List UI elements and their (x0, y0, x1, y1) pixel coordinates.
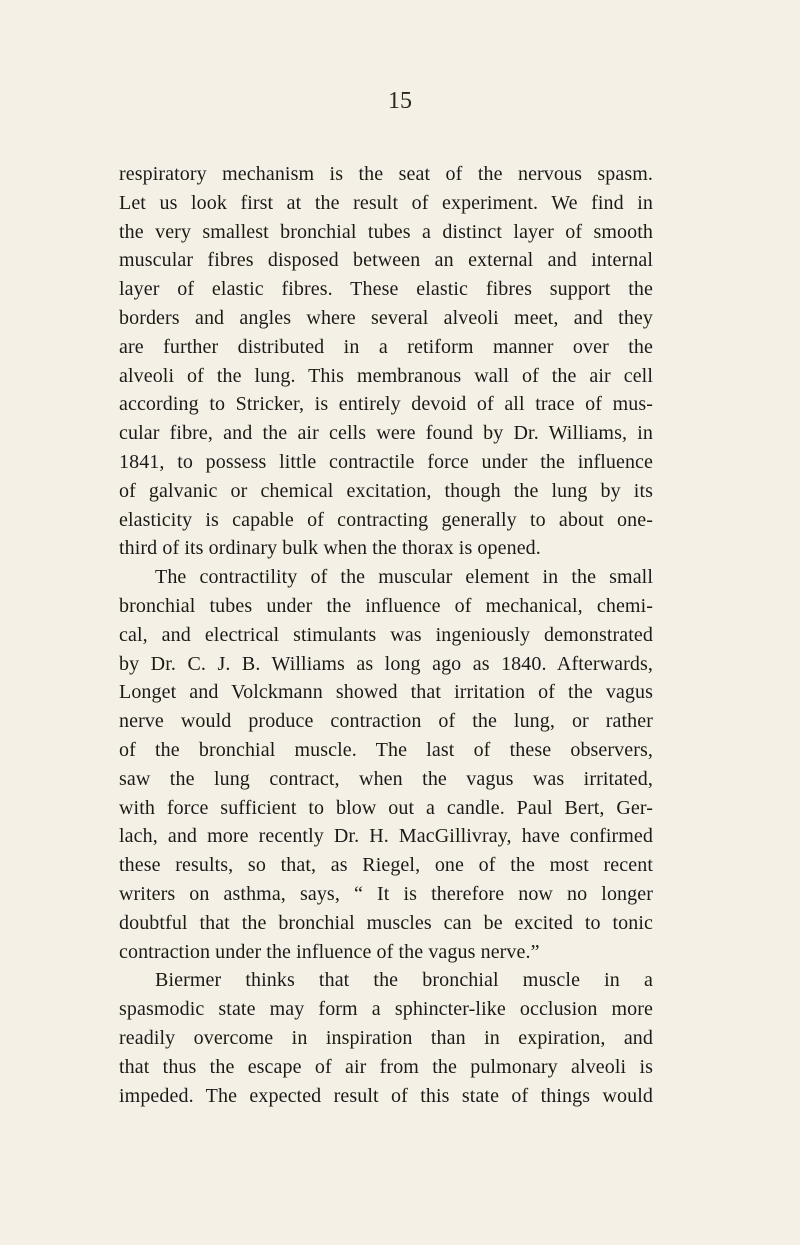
text-line: of the bronchial muscle. The last of these observers, (119, 738, 653, 761)
text-line: nerve would produce contraction of the lung, or rather (119, 710, 653, 733)
text-line: doubtful that the bronchial muscles can be excited to tonic (119, 911, 653, 934)
body-text (119, 160, 653, 1110)
text-line: Let us look first at the result of experiment. We find in (119, 191, 653, 214)
text-line: 1841, to possess little contractile force under the influence (119, 450, 653, 473)
text-line: Longet and Volckmann showed that irritation of the vagus (119, 681, 653, 704)
page-number: 15 (388, 88, 412, 114)
text-line: cal, and electrical stimulants was ingeniously demonstrated (119, 623, 653, 646)
text-line: that thus the escape of air from the pulmonary alveoli is (119, 1055, 653, 1078)
text-line: readily overcome in inspiration than in expiration, and (119, 1026, 653, 1049)
paragraph-start-line: Biermer thinks that the bronchial muscle in a (155, 969, 653, 992)
text-line: bronchial tubes under the influence of mechanical, chemi- (119, 594, 653, 617)
text-line: of galvanic or chemical excitation, though the lung by its (119, 479, 653, 502)
text-line: contraction under the influence of the vagus nerve.” (119, 940, 540, 963)
text-line: cular fibre, and the air cells were found by Dr. Williams, in (119, 422, 653, 445)
text-line: respiratory mechanism is the seat of the nervous spasm. (119, 163, 653, 185)
text-line: saw the lung contract, when the vagus was irritated, (119, 767, 653, 790)
text-line: these results, so that, as Riegel, one of the most recent (119, 854, 653, 877)
text-line: alveoli of the lung. This membranous wall of the air cell (119, 364, 653, 387)
text-line: writers on asthma, says, “ It is therefore now no longer (119, 882, 653, 905)
text-line: according to Stricker, is entirely devoid of all trace of mus- (119, 393, 653, 416)
text-line: layer of elastic fibres. These elastic fibres support the (119, 278, 653, 301)
text-line: lach, and more recently Dr. H. MacGillivray, have confirmed (119, 825, 653, 848)
text-line: muscular fibres disposed between an external and internal (119, 249, 653, 272)
text-line: spasmodic state may form a sphincter-like occlusion more (119, 998, 653, 1021)
text-line: elasticity is capable of contracting generally to about one- (119, 508, 653, 531)
text-line: third of its ordinary bulk when the thorax is opened. (119, 537, 541, 560)
paragraph-start-line: The contractility of the muscular element in the small (155, 566, 653, 589)
text-line: are further distributed in a retiform manner over the (119, 335, 653, 358)
text-line: the very smallest bronchial tubes a distinct layer of smooth (119, 220, 653, 243)
text-line: with force sufficient to blow out a candle. Paul Bert, Ger- (119, 796, 653, 819)
text-line: impeded. The expected result of this state of things would (119, 1084, 653, 1107)
text-line: borders and angles where several alveoli meet, and they (119, 306, 653, 329)
text-line: by Dr. C. J. B. Williams as long ago as 1840. Afterwards, (119, 652, 653, 675)
